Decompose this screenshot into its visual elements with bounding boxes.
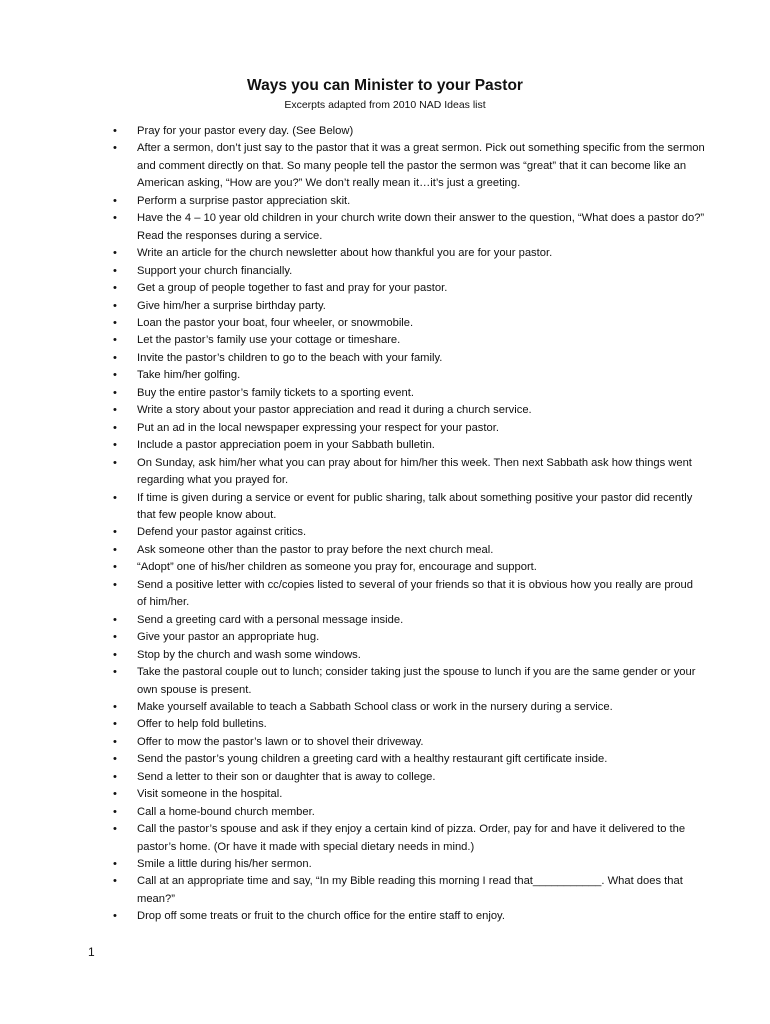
list-item: • If time is given during a service or event for public sharing, talk about something positive your pastor did recently that few people know about. — [113, 490, 705, 525]
list-item: • Defend your pastor against critics. — [113, 524, 705, 541]
list-item: • Smile a little during his/her sermon. — [113, 856, 705, 873]
list-item: • Buy the entire pastor’s family tickets to a sporting event. — [113, 385, 705, 402]
list-item: • Send the pastor’s young children a greeting card with a healthy restaurant gift certificate inside. — [113, 751, 705, 768]
document-subtitle: Excerpts adapted from 2010 NAD Ideas list — [284, 99, 486, 111]
list-item: • Take the pastoral couple out to lunch; consider taking just the spouse to lunch if you are the same gender or your own spouse is present. — [113, 664, 705, 699]
list-item: • Pray for your pastor every day. (See Below) — [113, 123, 705, 140]
list-item: • Write a story about your pastor appreciation and read it during a church service. — [113, 402, 705, 419]
list-item: • Take him/her golfing. — [113, 367, 705, 384]
list-item: • After a sermon, don’t just say to the pastor that it was a great sermon. Pick out something specific from the sermon and comment directly on that. So many people tell the pastor the sermon was “great” that it can become like an American asking, “How are you?” We don’t really mean it…it’s just a greeting. — [113, 140, 705, 192]
list-item: • “Adopt” one of his/her children as someone you pray for, encourage and support. — [113, 559, 705, 576]
list-item: • Visit someone in the hospital. — [113, 786, 705, 803]
list-item: • Get a group of people together to fast and pray for your pastor. — [113, 280, 705, 297]
list-item: • Loan the pastor your boat, four wheeler, or snowmobile. — [113, 315, 705, 332]
list-item: • Support your church financially. — [113, 263, 705, 280]
list-item: • Offer to mow the pastor’s lawn or to shovel their driveway. — [113, 734, 705, 751]
list-item: • On Sunday, ask him/her what you can pray about for him/her this week. Then next Sabbath ask how things went regarding what you prayed for. — [113, 455, 705, 490]
list-item: • Invite the pastor’s children to go to the beach with your family. — [113, 350, 705, 367]
list-item: • Include a pastor appreciation poem in your Sabbath bulletin. — [113, 437, 705, 454]
list-item: • Send a letter to their son or daughter that is away to college. — [113, 769, 705, 786]
list-item: • Give him/her a surprise birthday party. — [113, 298, 705, 315]
ideas-list — [113, 123, 705, 926]
list-item: • Send a positive letter with cc/copies listed to several of your friends so that it is obvious how you really are proud of him/her. — [113, 577, 705, 612]
list-item: • Make yourself available to teach a Sabbath School class or work in the nursery during a service. — [113, 699, 705, 716]
list-item: • Put an ad in the local newspaper expressing your respect for your pastor. — [113, 420, 705, 437]
list-item: • Have the 4 – 10 year old children in your church write down their answer to the question, “What does a pastor do?” Read the responses during a service. — [113, 210, 705, 245]
list-item: • Stop by the church and wash some windows. — [113, 647, 705, 664]
list-item: • Call at an appropriate time and say, “In my Bible reading this morning I read that___________. What does that mean?” — [113, 873, 705, 908]
list-item: • Ask someone other than the pastor to pray before the next church meal. — [113, 542, 705, 559]
list-item: • Drop off some treats or fruit to the church office for the entire staff to enjoy. — [113, 908, 705, 925]
list-item: • Send a greeting card with a personal message inside. — [113, 612, 705, 629]
page-number: 1 — [88, 945, 95, 959]
list-item: • Perform a surprise pastor appreciation skit. — [113, 193, 705, 210]
list-item: • Let the pastor’s family use your cottage or timeshare. — [113, 332, 705, 349]
list-item: • Write an article for the church newsletter about how thankful you are for your pastor. — [113, 245, 705, 262]
list-item: • Call a home-bound church member. — [113, 804, 705, 821]
list-item: • Offer to help fold bulletins. — [113, 716, 705, 733]
document-title: Ways you can Minister to your Pastor — [247, 77, 523, 94]
list-item: • Give your pastor an appropriate hug. — [113, 629, 705, 646]
list-item: • Call the pastor’s spouse and ask if they enjoy a certain kind of pizza. Order, pay for and have it delivered to the pastor’s home. (Or have it made with special dietary needs in mind.) — [113, 821, 705, 856]
